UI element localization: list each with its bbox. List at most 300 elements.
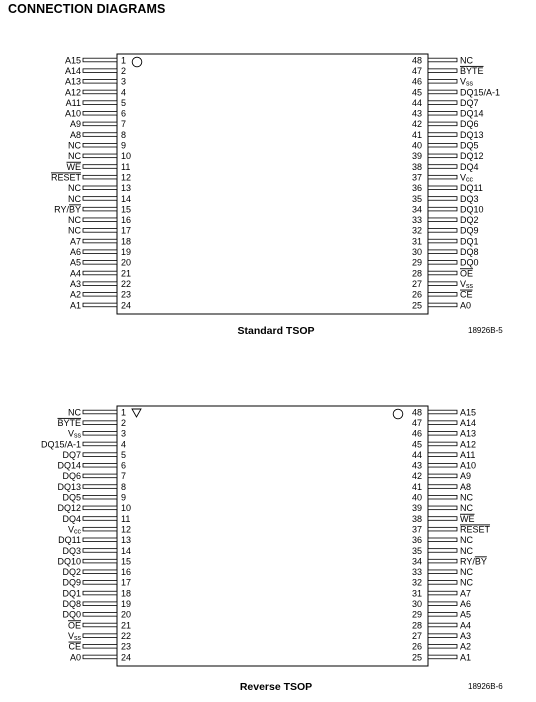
pin-number: 24 (121, 300, 132, 311)
pin-number: 18 (121, 236, 132, 247)
pin-number: 10 (121, 151, 132, 162)
pin-label: A3 (460, 630, 472, 641)
pin-number: 9 (121, 140, 127, 151)
pin-number: 20 (121, 609, 132, 620)
pin-lead (83, 239, 117, 243)
pin-label: A7 (460, 588, 472, 599)
pin-number: 6 (121, 460, 127, 471)
pin-lead (83, 80, 117, 84)
reverse-figure-id: 18926B-6 (468, 682, 503, 691)
pin-lead (428, 410, 457, 414)
pin-number: 19 (121, 599, 132, 609)
pin-label: A10 (64, 108, 81, 119)
pin-label: A2 (69, 289, 81, 300)
pin-label: DQ5 (460, 140, 479, 151)
pin-lead (83, 453, 117, 457)
pin-label: A10 (460, 460, 477, 471)
pin-label: DQ11 (460, 183, 483, 194)
pin-lead (428, 613, 457, 617)
pin-lead (428, 165, 457, 169)
pin-number: 14 (121, 545, 132, 556)
pin-label: NC (68, 407, 81, 418)
pin-lead (83, 111, 117, 115)
pin-label: DQ15/A-1 (460, 87, 501, 98)
pin-number: 34 (411, 556, 422, 567)
pin-number: 27 (411, 630, 422, 641)
pin-lead (83, 229, 117, 233)
reverse-tsop-caption: Reverse TSOP (239, 681, 313, 693)
pin-lead (428, 133, 457, 137)
pin-label: DQ2 (460, 215, 479, 226)
pin-lead (428, 282, 457, 286)
pin-number: 40 (411, 492, 422, 503)
pin-label: A15 (64, 55, 81, 66)
pin-number: 33 (411, 215, 422, 226)
pin-number: 16 (121, 567, 132, 578)
pin-number: 42 (411, 119, 422, 130)
pin-label: A3 (69, 278, 81, 289)
pin-label: OE (67, 620, 81, 631)
pin-number: 40 (411, 140, 422, 151)
pin-lead (83, 623, 117, 627)
pin-lead (428, 442, 457, 446)
pin-number: 24 (121, 652, 132, 663)
pin-lead (428, 218, 457, 222)
pin-number: 31 (411, 236, 422, 247)
pin-label: DQ12 (460, 151, 484, 162)
pin-label: NC (460, 545, 473, 556)
pin-lead (428, 80, 457, 84)
pin-label: WE (460, 513, 475, 524)
pin-label: A1 (69, 300, 81, 311)
pin-lead (428, 229, 457, 233)
pin-number: 22 (121, 278, 132, 289)
pin-number: 28 (411, 268, 422, 279)
pin-number: 48 (411, 55, 422, 66)
pin-label: NC (460, 577, 473, 588)
pin1-indicator-circle (132, 57, 142, 67)
pin-lead (428, 559, 457, 563)
pin-label: RESET (460, 524, 491, 535)
pin-number: 7 (121, 119, 127, 130)
pin-number: 26 (411, 641, 422, 652)
pin-label: A13 (64, 76, 81, 87)
pin-number: 31 (411, 588, 422, 599)
pin-lead (83, 250, 117, 254)
pin-lead (83, 122, 117, 126)
pin-lead (83, 495, 117, 499)
pin-lead (83, 506, 117, 510)
pin-number: 34 (411, 204, 422, 215)
pin-number: 2 (121, 65, 127, 76)
pin-lead (83, 549, 117, 553)
pin-label: DQ2 (62, 567, 81, 578)
pin-number: 32 (411, 577, 422, 588)
pin-number: 2 (121, 417, 127, 428)
pin-label: DQ1 (62, 588, 81, 599)
pin-number: 39 (411, 503, 422, 514)
pin-label: DQ13 (57, 481, 81, 492)
pin-number: 1 (121, 55, 127, 66)
pin-lead (428, 581, 457, 585)
pin-number: 17 (121, 577, 132, 588)
pin-label: NC (460, 535, 473, 546)
pin-label: DQ9 (460, 225, 479, 236)
pin-lead (428, 271, 457, 275)
pin-number: 4 (121, 87, 127, 98)
pin-lead (428, 474, 457, 478)
pin-label: A8 (69, 129, 81, 140)
pin-number: 39 (411, 151, 422, 162)
pin-number: 46 (411, 76, 422, 87)
pin-number: 13 (121, 535, 132, 546)
pin-label: DQ11 (58, 535, 81, 546)
pin-label: A13 (460, 428, 477, 439)
pin-label: Vss (460, 76, 474, 88)
pin-number: 32 (411, 225, 422, 236)
pin-label: DQ4 (62, 513, 81, 524)
pin-label: DQ3 (62, 545, 81, 556)
pin-label: DQ7 (62, 449, 81, 460)
pin-label: A11 (65, 97, 81, 108)
pin-lead (428, 250, 457, 254)
pin-lead (83, 655, 117, 659)
pin48-indicator-circle (393, 409, 403, 419)
pin-lead (83, 421, 117, 425)
pin-label: A8 (460, 481, 472, 492)
pin-number: 23 (121, 641, 132, 652)
pin-lead (83, 517, 117, 521)
pin-label: DQ13 (460, 129, 484, 140)
pin-label: A7 (69, 236, 81, 247)
pin-lead (83, 293, 117, 297)
pin-label: DQ14 (57, 460, 81, 471)
pin-label: DQ8 (460, 247, 479, 257)
pin-label: A5 (460, 609, 472, 620)
pin-label: WE (66, 161, 81, 172)
pin-label: DQ0 (460, 257, 479, 268)
pin-lead (83, 527, 117, 531)
pin-label: BYTE (460, 65, 484, 76)
pin-label: A14 (64, 65, 81, 76)
pin-label: A6 (460, 599, 472, 609)
pin-lead (83, 303, 117, 307)
pin-number: 4 (121, 439, 127, 450)
pin-label: DQ9 (62, 577, 81, 588)
pin-lead (83, 602, 117, 606)
pin-label: A9 (69, 119, 81, 130)
pin-lead (428, 538, 457, 542)
pin-label: A0 (69, 652, 81, 663)
pin-label: DQ1 (460, 236, 479, 247)
pin-label: A4 (460, 620, 472, 631)
pin-label: OE (460, 268, 474, 279)
pin-number: 46 (411, 428, 422, 439)
pin-lead (83, 591, 117, 595)
pin-label: A0 (460, 300, 472, 311)
pin-label: A11 (460, 449, 476, 460)
pin-number: 6 (121, 108, 127, 119)
pin-number: 36 (411, 535, 422, 546)
pin-number: 15 (121, 204, 132, 215)
pin-number: 26 (411, 289, 422, 300)
pin-lead (428, 154, 457, 158)
pin-number: 35 (411, 545, 422, 556)
pin-number: 15 (121, 556, 132, 567)
pin-number: 44 (411, 97, 422, 108)
pin-lead (83, 463, 117, 467)
pin-number: 12 (121, 524, 132, 535)
pin-lead (428, 549, 457, 553)
pin-label: A1 (460, 652, 472, 663)
pin-number: 47 (411, 417, 422, 428)
pin-label: CE (68, 641, 81, 652)
pin-lead (83, 410, 117, 414)
pin-lead (428, 303, 457, 307)
pin-number: 21 (121, 620, 132, 631)
pin-label: A2 (460, 641, 472, 652)
pin-number: 29 (411, 257, 422, 268)
pin-number: 12 (121, 172, 132, 183)
pin-number: 43 (411, 460, 422, 471)
pin-lead (428, 186, 457, 190)
pin-label: BYTE (57, 417, 81, 428)
pin-lead (83, 538, 117, 542)
pin-lead (428, 101, 457, 105)
pin-number: 30 (411, 247, 422, 257)
pin-lead (428, 527, 457, 531)
pin-lead (83, 645, 117, 649)
pin-lead (428, 432, 457, 436)
pin-number: 19 (121, 247, 132, 257)
pin-lead (83, 154, 117, 158)
pin-lead (428, 122, 457, 126)
pin-lead (83, 282, 117, 286)
pin-label: DQ12 (57, 503, 81, 514)
pin-lead (83, 197, 117, 201)
pin-lead (83, 442, 117, 446)
pin-lead (428, 239, 457, 243)
pin-lead (428, 58, 457, 62)
pin-lead (83, 559, 117, 563)
pin-number: 48 (411, 407, 422, 418)
pin-label: A4 (69, 268, 81, 279)
pin-number: 38 (411, 161, 422, 172)
pin-number: 11 (121, 513, 131, 524)
pin-number: 8 (121, 481, 127, 492)
pin-lead (428, 421, 457, 425)
pin-lead (428, 570, 457, 574)
pin-lead (428, 293, 457, 297)
pin-number: 35 (411, 193, 422, 204)
pin-number: 5 (121, 449, 127, 460)
pin-label: DQ14 (460, 108, 484, 119)
pin-label: Vss (460, 278, 474, 290)
chip-body (117, 54, 428, 314)
pin-label: DQ4 (460, 161, 479, 172)
pin-label: DQ6 (62, 471, 81, 482)
pin-lead (83, 432, 117, 436)
pin-label: Vcc (460, 172, 474, 184)
reverse-tsop-diagram (0, 392, 536, 702)
pin-lead (83, 634, 117, 638)
pin-label: DQ3 (460, 193, 479, 204)
pin-lead (83, 613, 117, 617)
pin-lead (428, 517, 457, 521)
pin-label: Vcc (67, 524, 81, 536)
pin-lead (83, 165, 117, 169)
pin-label: A15 (460, 407, 477, 418)
pin-label: NC (68, 151, 81, 162)
page-title: CONNECTION DIAGRAMS (8, 2, 166, 16)
pin-number: 42 (411, 471, 422, 482)
pin-lead (428, 175, 457, 179)
pin-number: 20 (121, 257, 132, 268)
pin-number: 8 (121, 129, 127, 140)
pin-label: NC (460, 55, 473, 66)
pin-label: Vss (67, 630, 81, 642)
pin-label: A14 (460, 417, 477, 428)
pin-label: A9 (460, 471, 472, 482)
pin-label: RESET (50, 172, 81, 183)
pin-label: RY/BY (460, 556, 487, 567)
pin-lead (428, 634, 457, 638)
pin-lead (83, 474, 117, 478)
pin-label: NC (460, 567, 473, 578)
pin-number: 23 (121, 289, 132, 300)
pin-lead (428, 655, 457, 659)
standard-figure-id: 18926B-5 (468, 326, 503, 335)
pin-number: 33 (411, 567, 422, 578)
pin-number: 41 (411, 129, 422, 140)
pin-number: 25 (411, 300, 422, 311)
pin-label: DQ8 (62, 599, 81, 609)
pin-number: 10 (121, 503, 132, 514)
pin-label: DQ7 (460, 97, 479, 108)
pin-number: 1 (121, 407, 127, 418)
pin-lead (83, 271, 117, 275)
pin-label: DQ6 (460, 119, 479, 130)
pin-lead (428, 506, 457, 510)
pin-label: DQ10 (57, 556, 81, 567)
pin-number: 5 (121, 97, 127, 108)
pin-number: 28 (411, 620, 422, 631)
pin-label: A12 (460, 439, 477, 450)
standard-tsop-caption: Standard TSOP (237, 325, 315, 337)
pin-lead (83, 570, 117, 574)
pin-lead (83, 207, 117, 211)
pin-number: 21 (121, 268, 132, 279)
pin-lead (428, 485, 457, 489)
pin-lead (83, 581, 117, 585)
pin-lead (83, 485, 117, 489)
pin-lead (83, 101, 117, 105)
pin-number: 17 (121, 225, 132, 236)
pin-number: 18 (121, 588, 132, 599)
pin-label: DQ5 (62, 492, 81, 503)
pin-lead (428, 495, 457, 499)
pin-number: 13 (121, 183, 132, 194)
pin-lead (428, 453, 457, 457)
pin-lead (428, 69, 457, 73)
pin-label: Vss (67, 428, 81, 440)
pin-number: 3 (121, 76, 127, 87)
pin-lead (428, 591, 457, 595)
pin-number: 22 (121, 630, 132, 641)
pin-number: 11 (121, 161, 131, 172)
chip-body (117, 406, 428, 666)
pin-label: NC (68, 140, 81, 151)
standard-tsop-diagram (0, 40, 536, 350)
pin-lead (83, 133, 117, 137)
pin1-indicator-triangle (132, 409, 141, 417)
pin-label: DQ10 (460, 204, 484, 215)
pin-lead (428, 90, 457, 94)
pin-number: 25 (411, 652, 422, 663)
pin-number: 9 (121, 492, 127, 503)
pin-number: 27 (411, 278, 422, 289)
pin-lead (83, 175, 117, 179)
pin-lead (428, 111, 457, 115)
pin-number: 45 (411, 439, 422, 450)
pin-label: NC (460, 492, 473, 503)
pin-lead (428, 261, 457, 265)
pin-label: NC (460, 503, 473, 514)
pin-lead (83, 143, 117, 147)
pin-lead (428, 602, 457, 606)
pin-label: A6 (69, 247, 81, 257)
pin-number: 45 (411, 87, 422, 98)
pin-label: A12 (64, 87, 81, 98)
pin-label: DQ0 (62, 609, 81, 620)
pin-label: CE (460, 289, 473, 300)
pin-lead (428, 463, 457, 467)
pin-number: 36 (411, 183, 422, 194)
pin-lead (428, 645, 457, 649)
pin-lead (428, 143, 457, 147)
pin-number: 29 (411, 609, 422, 620)
pin-label: NC (68, 215, 81, 226)
pin-number: 44 (411, 449, 422, 460)
pin-lead (83, 218, 117, 222)
pin-number: 37 (411, 524, 422, 535)
pin-lead (83, 58, 117, 62)
pin-number: 38 (411, 513, 422, 524)
pin-number: 7 (121, 471, 127, 482)
pin-number: 30 (411, 599, 422, 609)
pin-lead (83, 90, 117, 94)
pin-number: 16 (121, 215, 132, 226)
pin-number: 47 (411, 65, 422, 76)
pin-number: 43 (411, 108, 422, 119)
pin-number: 3 (121, 428, 127, 439)
pin-label: DQ15/A-1 (40, 439, 81, 450)
pin-lead (428, 197, 457, 201)
pin-lead (428, 623, 457, 627)
pin-number: 37 (411, 172, 422, 183)
pin-label: A5 (69, 257, 81, 268)
pin-lead (428, 207, 457, 211)
pin-number: 14 (121, 193, 132, 204)
pin-lead (83, 186, 117, 190)
pin-label: NC (68, 193, 81, 204)
pin-label: RY/BY (54, 204, 81, 215)
pin-lead (83, 261, 117, 265)
pin-label: NC (68, 225, 81, 236)
pin-number: 41 (411, 481, 422, 492)
pin-lead (83, 69, 117, 73)
pin-label: NC (68, 183, 81, 194)
